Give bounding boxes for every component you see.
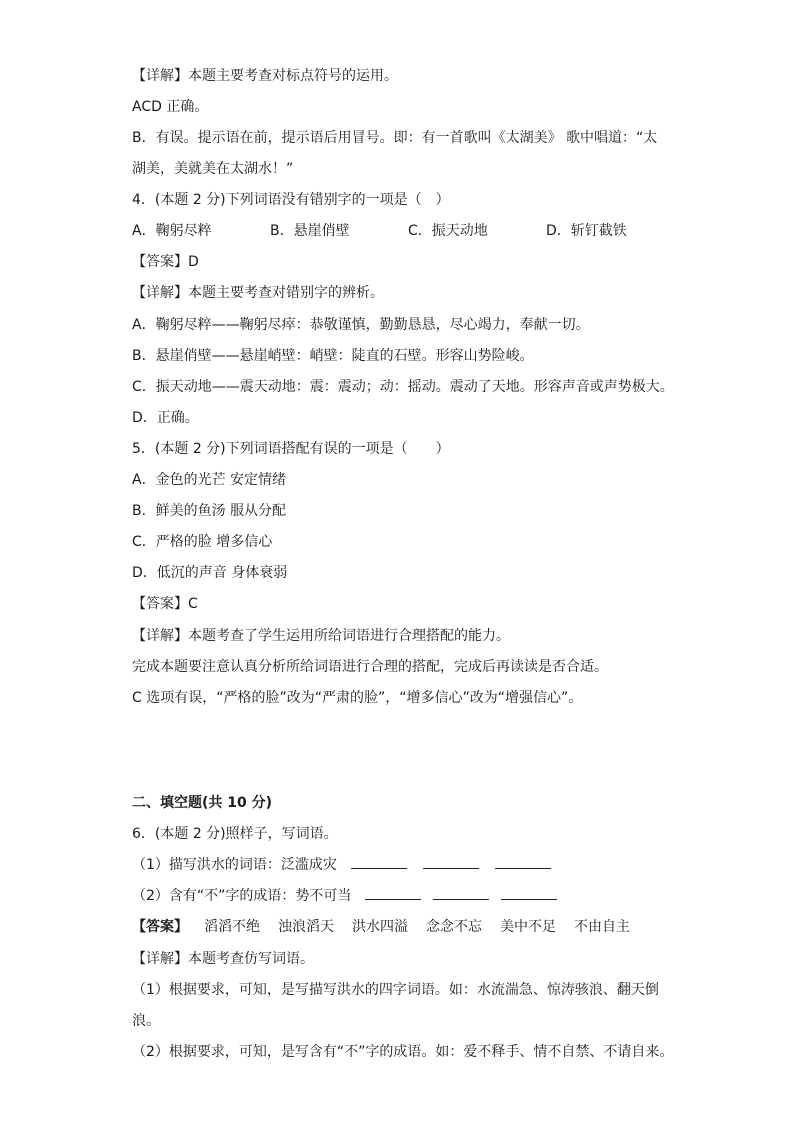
q6-blank-5[interactable] — [433, 887, 489, 900]
q6-stem: 6．(本题 2 分)照样子，写词语。 — [132, 826, 338, 842]
q4-answer: 【答案】D — [132, 254, 199, 270]
q4-analysis-c: C．振天动地——震天动地：震：震动；动：摇动。震动了天地。形容声音或声势极大。 — [132, 379, 674, 395]
q6-detail: 【详解】本题考查仿写词语。 — [132, 951, 314, 967]
q4-option-a: A．鞠躬尽粹 — [132, 223, 212, 239]
q5-explain-2: C 选项有误，“严格的脸”改为“严肃的脸”，“增多信心”改为“增强信心”。 — [132, 690, 583, 706]
q6-answer-item: 滔滔不绝 — [204, 919, 260, 935]
q3-correct-line: ACD 正确。 — [132, 99, 209, 115]
q6-answer-item: 洪水四溢 — [352, 919, 408, 935]
q6-explain-1-line-1: （1）根据要求，可知，是写描写洪水的四字词语。如：水流湍急、惊涛骇浪、翻天倒 — [132, 982, 659, 998]
q5-answer: 【答案】C — [132, 596, 198, 612]
q3-b-line-2: 湖美，美就美在太湖水！” — [132, 161, 294, 177]
q6-blank-2[interactable] — [423, 856, 479, 869]
q6-blank-3[interactable] — [495, 856, 551, 869]
q6-answer-item: 念念不忘 — [426, 919, 482, 935]
q5-option-d: D．低沉的声音 身体衰弱 — [132, 565, 288, 581]
q6-answer — [132, 918, 630, 936]
q6-blank-4[interactable] — [365, 887, 421, 900]
q5-option-a: A．金色的光芒 安定情绪 — [132, 472, 287, 488]
q6-item-2-label: （2）含有“不”字的成语：势不可当 — [132, 888, 352, 904]
q3-b-line-1: B．有误。提示语在前，提示语后用冒号。即：有一首歌叫《太湖美》 歌中唱道：“太 — [132, 130, 658, 146]
q6-item-2 — [132, 887, 557, 905]
q6-item-1-label: （1）描写洪水的词语：泛滥成灾 — [132, 857, 337, 873]
q4-option-d: D．斩钉截铁 — [546, 223, 627, 239]
q5-explain-1: 完成本题要注意认真分析所给词语进行合理的搭配，完成后再读读是否合适。 — [132, 659, 608, 675]
q4-analysis-b: B．悬崖俏壁——悬崖峭壁：峭壁：陡直的石壁。形容山势险峻。 — [132, 348, 534, 364]
q6-answer-label: 【答案】 — [132, 919, 188, 935]
q6-item-1 — [132, 856, 551, 874]
q4-analysis-a: A．鞠躬尽粹——鞠躬尽瘁：恭敬谨慎，勤勤恳恳，尽心竭力，奉献一切。 — [132, 317, 590, 333]
q5-detail: 【详解】本题考查了学生运用所给词语进行合理搭配的能力。 — [132, 628, 510, 644]
q5-option-c: C．严格的脸 增多信心 — [132, 534, 273, 550]
q4-option-c: C．振天动地 — [408, 223, 488, 239]
q4-option-b: B．悬崖俏壁 — [270, 223, 350, 239]
q4-detail: 【详解】本题主要考查对错别字的辨析。 — [132, 285, 384, 301]
q5-stem: 5．(本题 2 分)下列词语搭配有误的一项是（ ） — [132, 441, 450, 457]
q6-explain-2: （2）根据要求，可知，是写含有“不”字的成语。如：爱不释手、情不自禁、不请自来。 — [132, 1044, 674, 1060]
q6-answer-item: 浊浪滔天 — [278, 919, 334, 935]
q4-options — [132, 222, 627, 240]
q6-answer-item: 不由自主 — [574, 919, 630, 935]
q6-blank-1[interactable] — [351, 856, 407, 869]
q6-blank-6[interactable] — [501, 887, 557, 900]
q3-detail-intro: 【详解】本题主要考查对标点符号的运用。 — [132, 68, 398, 84]
q6-answer-item: 美中不足 — [500, 919, 556, 935]
q5-option-b: B．鲜美的鱼汤 服从分配 — [132, 503, 287, 519]
q6-explain-1-line-2: 浪。 — [132, 1013, 160, 1029]
section-heading: 二、填空题(共 10 分) — [132, 795, 273, 811]
q4-analysis-d: D．正确。 — [132, 410, 199, 426]
q4-stem: 4．(本题 2 分)下列词语没有错别字的一项是（ ） — [132, 192, 450, 208]
